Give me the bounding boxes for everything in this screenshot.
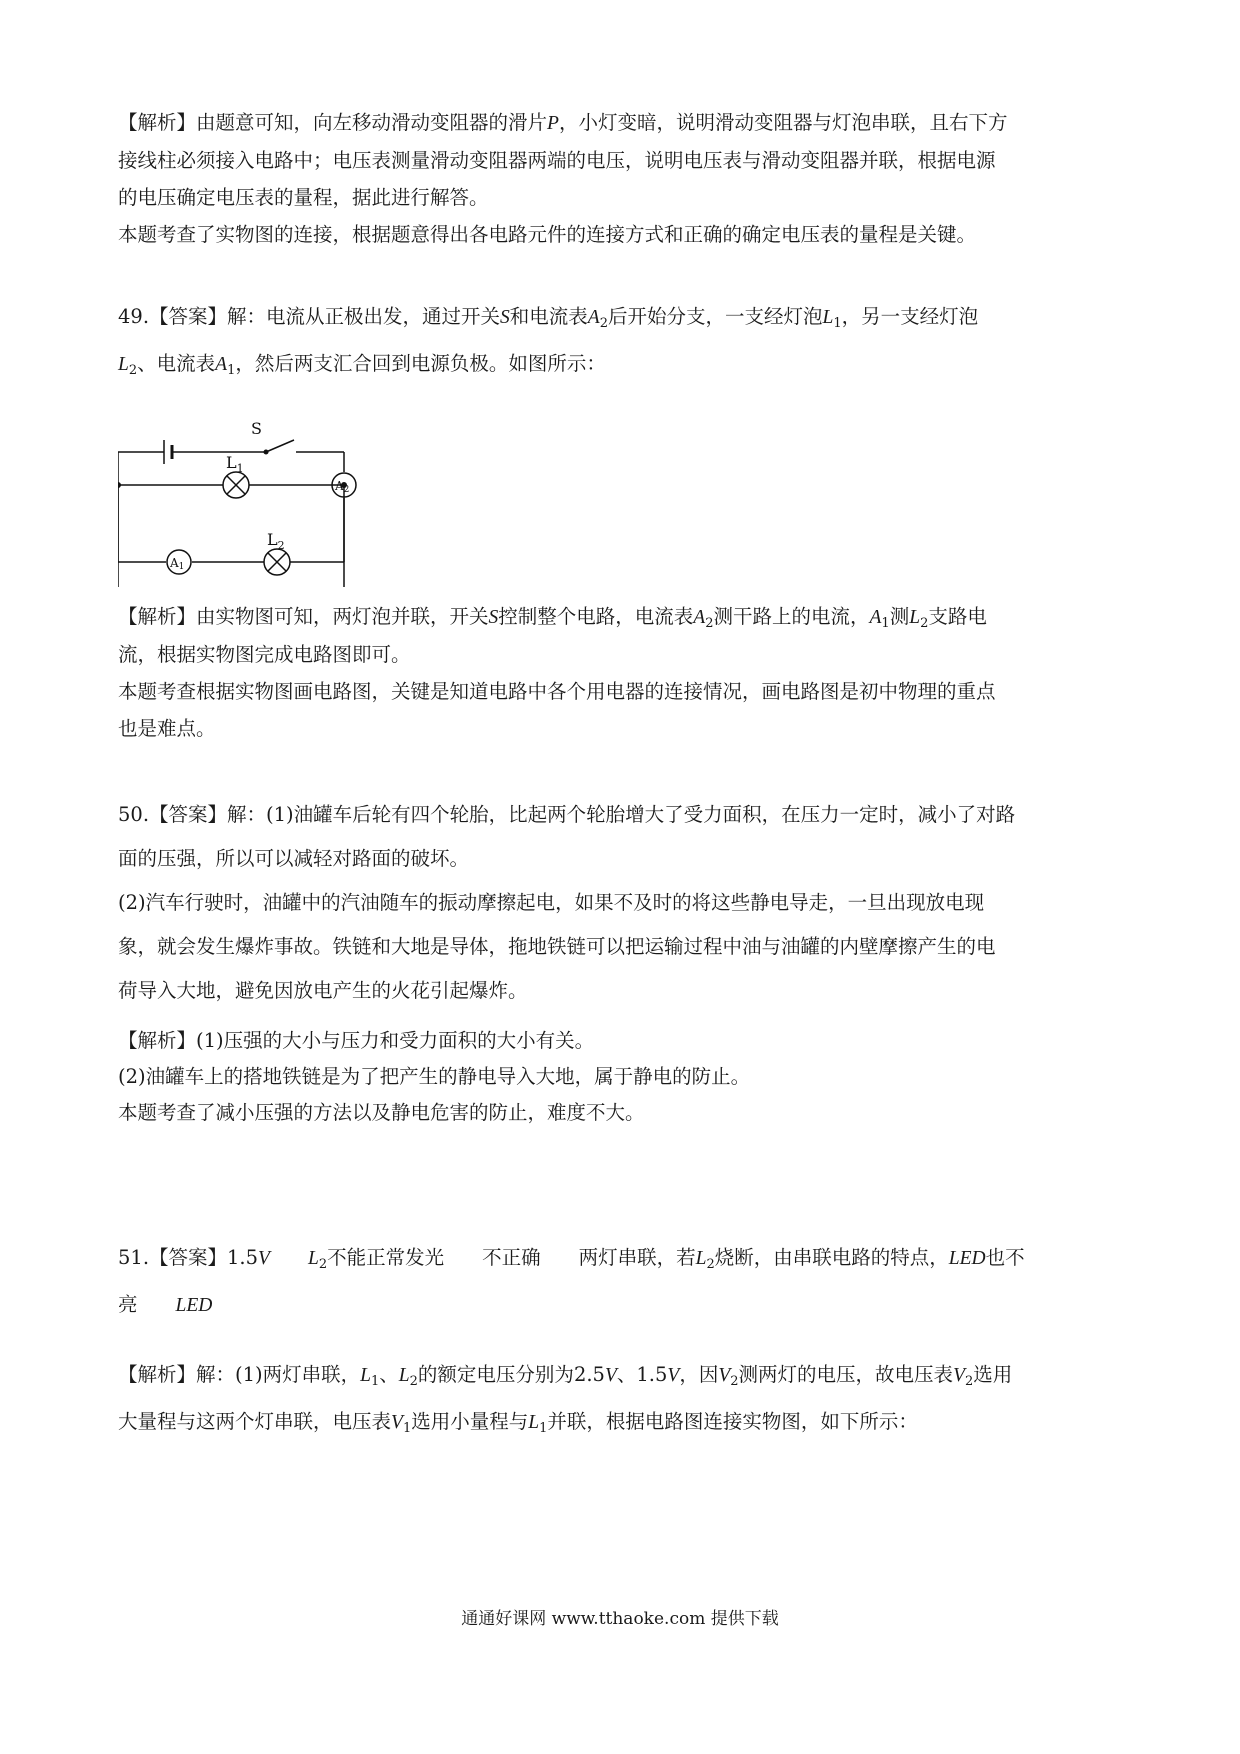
lamp-l1-label: $L_1$ bbox=[226, 453, 244, 475]
answer-51 bbox=[118, 1235, 1128, 1329]
text-line: 49.【答案】解：电流从正极出发，通过开关S和电流表$A_2$后开始分支，一支经灯泡$L_1$，另一支经灯泡 bbox=[118, 305, 979, 331]
text-line: 【解析】由题意可知，向左移动滑动变阻器的滑片P，小灯变暗，说明滑动变阻器与灯泡串联，且右下方 bbox=[118, 111, 1008, 134]
analysis-51 bbox=[118, 1352, 1128, 1446]
text-line: 象，就会发生爆炸事故。铁链和大地是导体，拖地铁链可以把运输过程中油与油罐的内壁摩擦产生的电 bbox=[118, 935, 996, 958]
text-line: (2)油罐车上的搭地铁链是为了把产生的静电导入大地，属于静电的防止。 bbox=[118, 1065, 751, 1088]
text-line: $L_2$、电流表$A_1$，然后两支汇合回到电源负极。如图所示： bbox=[118, 352, 606, 378]
text-line: 本题考查了实物图的连接，根据题意得出各电路元件的连接方式和正确的确定电压表的量程是关键。 bbox=[118, 223, 977, 246]
analysis-50 bbox=[118, 1023, 1128, 1131]
junction-dot bbox=[118, 482, 121, 488]
text-line: 本题考查了减小压强的方法以及静电危害的防止，难度不大。 bbox=[118, 1101, 645, 1124]
text-line: 本题考查根据实物图画电路图，关键是知道电路中各个用电器的连接情况，画电路图是初中物理的重点 bbox=[118, 680, 996, 703]
text-line: (2)汽车行驶时，油罐中的汽油随车的振动摩擦起电，如果不及时的将这些静电导走，一旦出现放电现 bbox=[118, 891, 985, 914]
analysis-block-48 bbox=[118, 104, 1128, 253]
text-line: 的电压确定电压表的量程，据此进行解答。 bbox=[118, 186, 489, 209]
text-line: 流，根据实物图完成电路图即可。 bbox=[118, 643, 411, 666]
text-line: 【解析】(1)压强的大小与压力和受力面积的大小有关。 bbox=[118, 1029, 595, 1052]
text-line: 荷导入大地，避免因放电产生的火花引起爆炸。 bbox=[118, 979, 528, 1002]
text-line: 大量程与这两个灯串联，电压表$V_1$选用小量程与$L_1$并联，根据电路图连接实物图，如下所示： bbox=[118, 1410, 918, 1436]
text-line: 面的压强，所以可以减轻对路面的破坏。 bbox=[118, 847, 470, 870]
text-line: 51.【答案】1.5V $L_2$不能正常发光 不正确 两灯串联，若$L_2$烧断，由串联电路的特点，LED也不 bbox=[118, 1246, 1025, 1272]
text-line: 亮 LED bbox=[118, 1293, 213, 1316]
text-line: 也是难点。 bbox=[118, 717, 216, 740]
switch-label: S bbox=[251, 419, 262, 438]
analysis-49 bbox=[118, 598, 1128, 747]
ammeter-a2-label: A2 bbox=[335, 479, 350, 495]
text-line: 50.【答案】解：(1)油罐车后轮有四个轮胎，比起两个轮胎增大了受力面积，在压力一定时，减小了对路 bbox=[118, 803, 1016, 826]
page-footer: 通通好课网 www.tthaoke.com 提供下载 bbox=[461, 1609, 779, 1629]
answer-49 bbox=[118, 294, 1128, 388]
text-line: 接线柱必须接入电路中；电压表测量滑动变阻器两端的电压，说明电压表与滑动变阻器并联，根据电源 bbox=[118, 149, 996, 172]
ammeter-a1-label: A1 bbox=[170, 556, 185, 572]
text-line: 【解析】由实物图可知，两灯泡并联，开关S控制整个电路，电流表$A_2$测干路上的电流，$A_1$测$L_2$支路电 bbox=[118, 605, 987, 631]
answer-50 bbox=[118, 793, 1128, 1013]
switch-blade bbox=[266, 440, 294, 452]
lamp-l2-label: $L_2$ bbox=[267, 530, 285, 552]
text-line: 【解析】解：(1)两灯串联，$L_1$、$L_2$的额定电压分别为2.5V、1.5V，因$V_2$测两灯的电压，故电压表$V_2$选用 bbox=[118, 1363, 1013, 1389]
